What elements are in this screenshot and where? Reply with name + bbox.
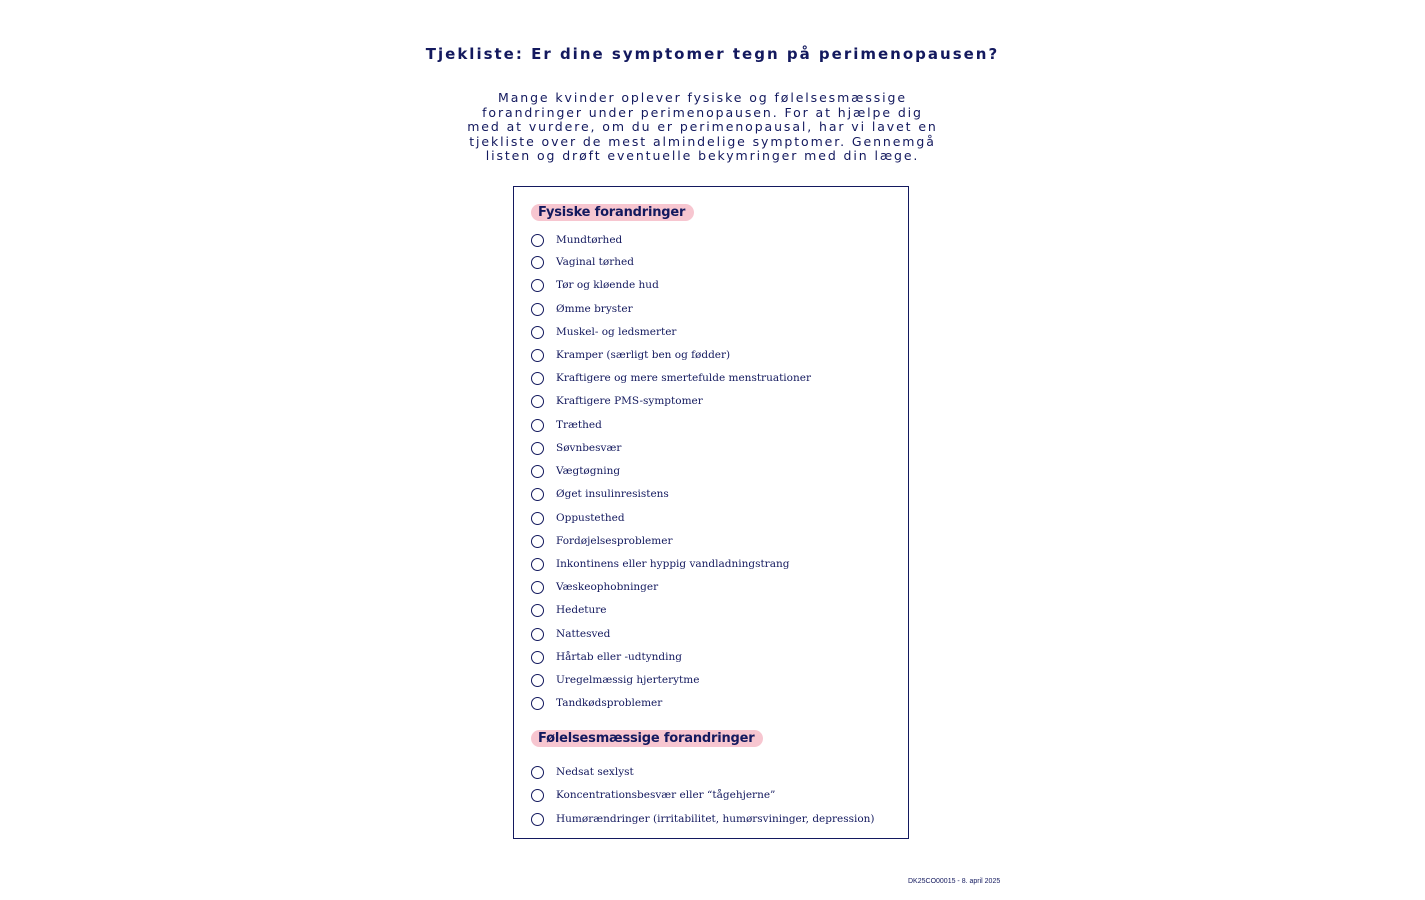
checklist-item-label: Vægtøgning [556,465,621,477]
intro-line: med at vurdere, om du er perimenopausal, har vi lavet en [467,119,938,135]
intro-line: listen og drøft eventuelle bekymringer med din læge. [485,148,920,164]
checklist-item[interactable] [531,626,610,642]
document-reference: DK25CO00015 - 8. april 2025 [908,878,1001,885]
checklist-item[interactable] [531,347,730,363]
checklist-item[interactable] [531,672,699,688]
checkbox-circle[interactable] [531,535,544,548]
checklist-item[interactable] [531,811,875,827]
checklist-item[interactable] [531,440,621,456]
checklist-item[interactable] [531,556,789,572]
section-heading-emotional: Følelsesmæssige forandringer [531,730,763,747]
checklist-item-label: Muskel- og ledsmerter [556,326,677,338]
checklist-item[interactable] [531,301,633,317]
checklist-item-label: Vaginal tørhed [556,256,634,268]
checklist-item[interactable] [531,787,775,803]
checklist-item[interactable] [531,486,669,502]
checkbox-circle[interactable] [531,697,544,710]
checkbox-circle[interactable] [531,465,544,478]
intro-text [465,91,940,164]
checklist-item-label: Kramper (særligt ben og fødder) [556,349,731,361]
checklist-item-label: Koncentrationsbesvær eller “tågehjerne” [556,789,776,801]
intro-line: Mange kvinder oplever fysiske og følelsesmæssige [498,90,907,105]
intro-line: forandringer under perimenopausen. For at hjælpe dig [482,104,923,120]
checkbox-circle[interactable] [531,442,544,455]
checklist-item[interactable] [531,417,602,433]
checkbox-circle[interactable] [531,488,544,501]
checkbox-circle[interactable] [531,303,544,316]
checklist-item-label: Tør og kløende hud [556,279,659,291]
checklist-item-label: Nattesved [556,628,611,640]
checkbox-circle[interactable] [531,766,544,779]
checkbox-circle[interactable] [531,349,544,362]
checklist-item-label: Ømme bryster [556,303,633,315]
checkbox-circle[interactable] [531,279,544,292]
checkbox-circle[interactable] [531,813,544,826]
checklist-item-label: Mundtørhed [556,234,623,246]
checkbox-circle[interactable] [531,512,544,525]
checkbox-circle[interactable] [531,326,544,339]
checklist-item[interactable] [531,510,625,526]
checklist-box [513,186,909,839]
checklist-item-label: Inkontinens eller hyppig vandladningstrang [556,558,790,570]
intro-line: tjekliste over de mest almindelige symptomer. Gennemgå [469,133,936,149]
checkbox-circle[interactable] [531,558,544,571]
checklist-item[interactable] [531,579,658,595]
checkbox-circle[interactable] [531,395,544,408]
checkbox-circle[interactable] [531,419,544,432]
checklist-item-label: Hedeture [556,604,607,616]
checklist-item-label: Uregelmæssig hjerterytme [556,674,700,686]
checklist-item-label: Hårtab eller -udtynding [556,651,682,663]
checklist-item[interactable] [531,695,662,711]
checkbox-circle[interactable] [531,234,544,247]
checklist-item-label: Søvnbesvær [556,442,622,454]
page-title: Tjekliste: Er dine symptomer tegn på perimenopausen? [425,45,1000,63]
checklist-item[interactable] [531,232,622,248]
checklist-item[interactable] [531,254,634,270]
checkbox-circle[interactable] [531,256,544,269]
checkbox-circle[interactable] [531,628,544,641]
checklist-item-label: Væskeophobninger [556,581,659,593]
checklist-item-label: Fordøjelsesproblemer [556,535,673,547]
checklist-item-label: Kraftigere PMS-symptomer [556,395,703,407]
checkbox-circle[interactable] [531,604,544,617]
checkbox-circle[interactable] [531,372,544,385]
checklist-item[interactable] [531,324,676,340]
section-heading-physical: Fysiske forandringer [531,204,694,221]
checklist-item[interactable] [531,649,682,665]
checklist-item[interactable] [531,764,634,780]
checklist-item[interactable] [531,463,620,479]
checklist-item-label: Tandkødsproblemer [556,697,663,709]
checklist-item[interactable] [531,277,659,293]
checkbox-circle[interactable] [531,789,544,802]
checklist-item-label: Oppustethed [556,512,625,524]
checklist-item[interactable] [531,393,703,409]
checklist-item-label: Humørændringer (irritabilitet, humørsvininger, depression) [556,813,875,825]
checklist-item[interactable] [531,370,811,386]
checklist-item-label: Øget insulinresistens [556,488,669,500]
checklist-item[interactable] [531,533,672,549]
checkbox-circle[interactable] [531,674,544,687]
checklist-item-label: Træthed [556,419,602,431]
checklist-item-label: Kraftigere og mere smertefulde menstruationer [556,372,811,384]
checklist-item-label: Nedsat sexlyst [556,766,634,778]
checkbox-circle[interactable] [531,581,544,594]
checklist-item[interactable] [531,602,607,618]
checkbox-circle[interactable] [531,651,544,664]
